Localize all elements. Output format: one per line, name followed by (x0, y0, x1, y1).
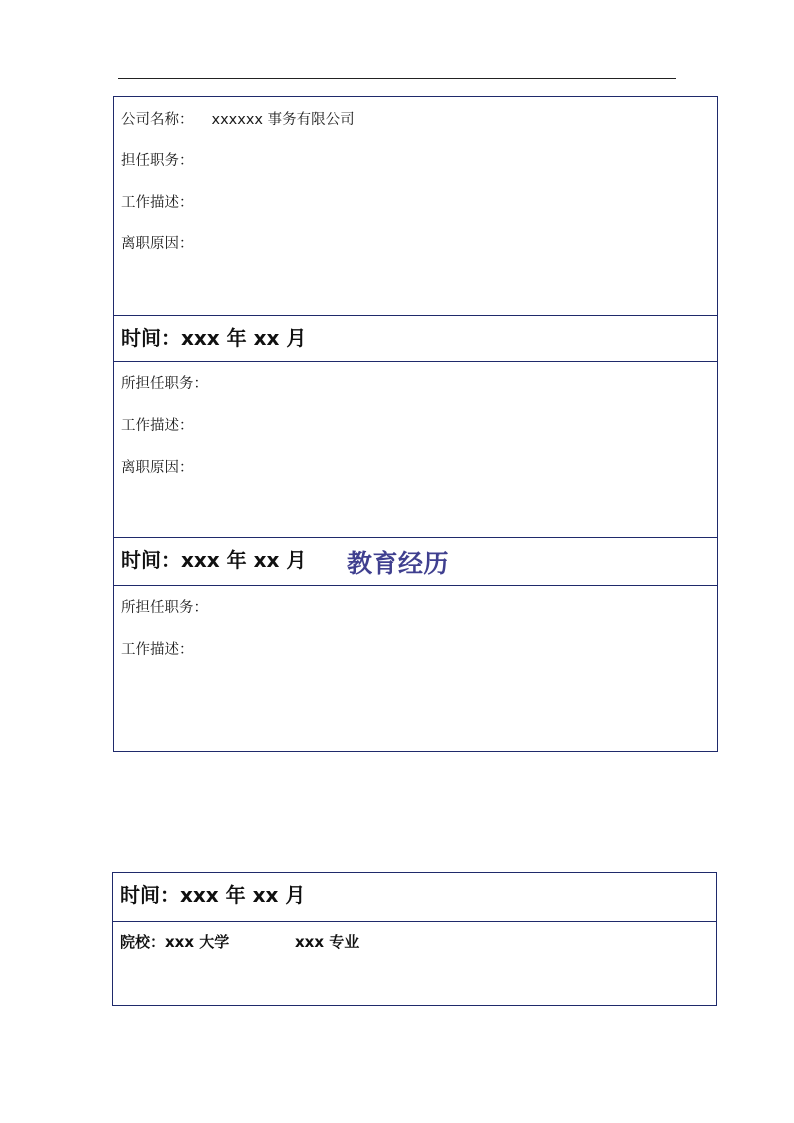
work-entry-3-time: 时间：xxx 年 xx 月 (121, 548, 307, 572)
work-entry-2-time-row (114, 315, 717, 361)
education-entry-1 (113, 921, 716, 1005)
work-entry-3 (114, 585, 717, 751)
work-entry-2-time: 时间：xxx 年 xx 月 (121, 326, 307, 350)
education-entry-1-time: 时间：xxx 年 xx 月 (120, 883, 306, 907)
leaving-reason-label: 离职原因： (121, 460, 194, 476)
work-entry-1 (114, 97, 717, 315)
major-name: xxx 专业 (295, 933, 360, 951)
school-name: 院校：xxx 大学 (120, 933, 230, 951)
position-label: 所担任职务： (121, 376, 208, 392)
education-entry-1-time-row (113, 873, 716, 921)
education-table (112, 872, 717, 1006)
job-description-label: 工作描述： (121, 418, 194, 434)
education-heading: 教育经历 (347, 549, 450, 578)
top-divider (118, 78, 676, 79)
job-description-label: 工作描述： (121, 642, 194, 658)
leaving-reason-label: 离职原因： (121, 236, 194, 252)
position-label: 担任职务： (121, 153, 194, 169)
company-name-line (121, 111, 355, 129)
work-entry-2 (114, 361, 717, 537)
company-name-label: 公司名称： (121, 112, 194, 128)
work-experience-table (113, 96, 718, 752)
position-label: 所担任职务： (121, 600, 208, 616)
job-description-label: 工作描述： (121, 195, 194, 211)
company-name-value: xxxxxx 事务有限公司 (211, 112, 355, 128)
